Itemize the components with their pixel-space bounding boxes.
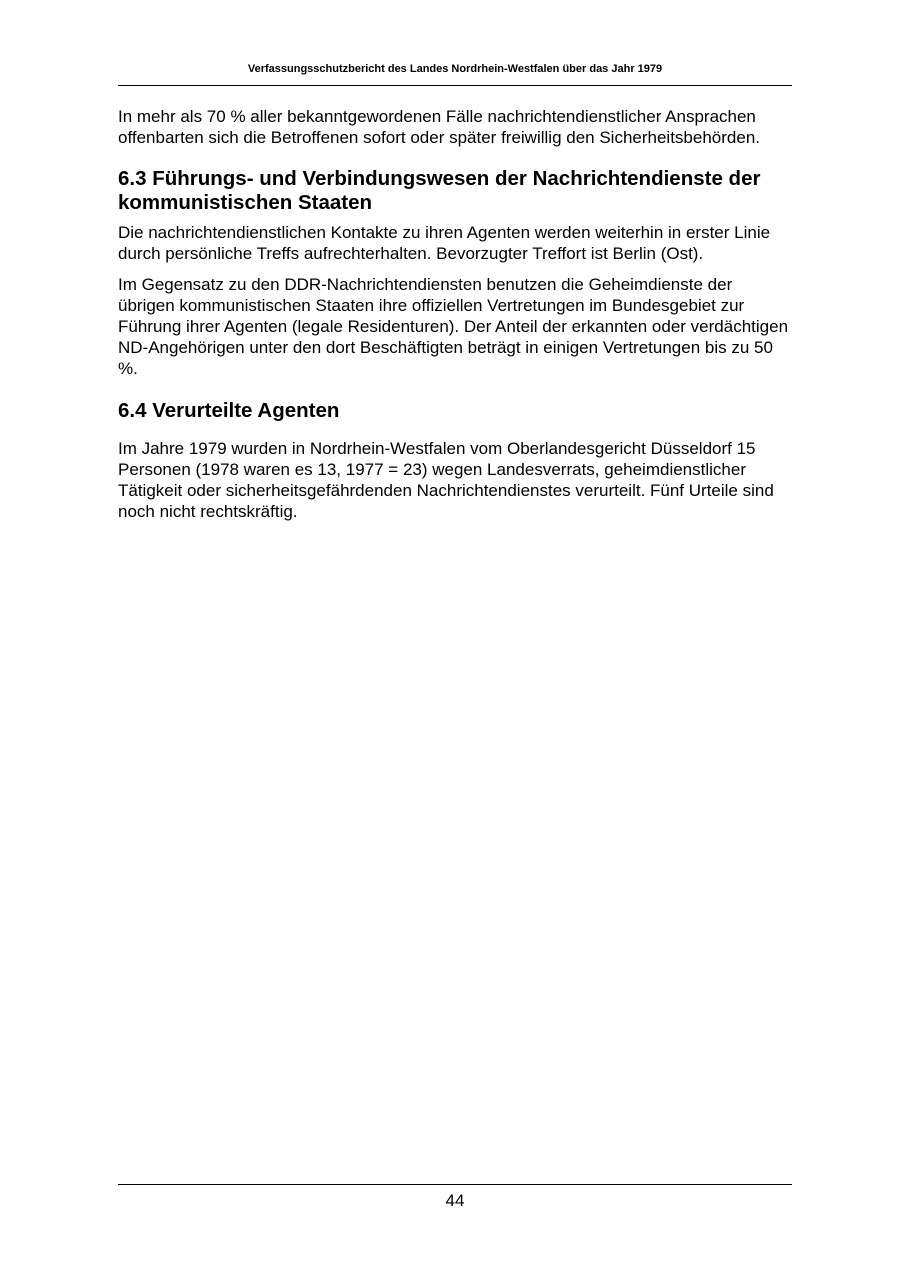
section-6-4-paragraph: Im Jahre 1979 wurden in Nordrhein-Westfalen vom Oberlandesgericht Düsseldorf 15 Personen (1978 waren es 13, 1977 = 23) wegen Landesverrats, geheimdienstlicher Tätigkeit oder sicherheitsgefährdenden Nachrichtendienstes verurteilt. Fünf Urteile sind noch nicht rechtskräftig.	[118, 439, 774, 521]
section-6-4-heading: 6.4 Verurteilte Agenten	[118, 399, 340, 422]
running-header: Verfassungsschutzbericht des Landes Nordrhein-Westfalen über das Jahr 1979	[247, 63, 663, 75]
section-6-3-heading: 6.3 Führungs- und Verbindungswesen der Nachrichtendienste der kommunistischen Staaten	[118, 167, 761, 214]
page-number: 44	[445, 1191, 465, 1210]
section-6-3-paragraph: Die nachrichtendienstlichen Kontakte zu ihren Agenten werden weiterhin in erster Linie durch persönliche Treffs aufrechterhalten. Bevorzugter Treffort ist Berlin (Ost).	[118, 223, 771, 263]
footer-rule	[118, 1184, 792, 1185]
header-rule	[118, 85, 792, 86]
intro-paragraph: In mehr als 70 % aller bekanntgewordenen Fälle nachrichtendienstlicher Ansprachen offenbarten sich die Betroffenen sofort oder später freiwillig den Sicherheitsbehörden.	[118, 107, 760, 147]
page-content	[118, 106, 792, 522]
section-6-3-paragraph: Im Gegensatz zu den DDR-Nachrichtendiensten benutzen die Geheimdienste der übrigen kommunistischen Staaten ihre offiziellen Vertretungen im Bundesgebiet zur Führung ihrer Agenten (legale Residenturen). Der Anteil der erkannten oder verdächtigen ND-Angehörigen unter den dort Beschäftigten beträgt in einigen Vertretungen bis zu 50 %.	[118, 275, 789, 378]
